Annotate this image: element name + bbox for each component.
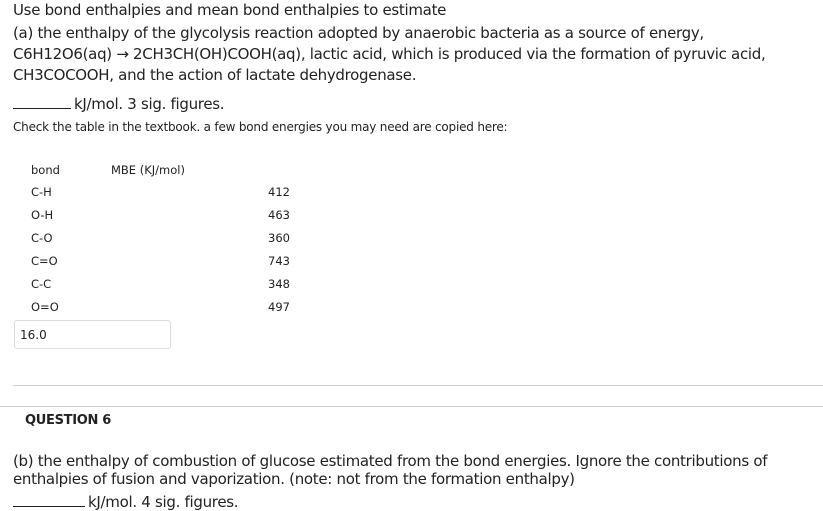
units-label: kJ/mol. 4 sig. figures.: [88, 493, 239, 511]
bond-name: C-O: [31, 231, 53, 245]
bond-energy-value: 497: [268, 300, 290, 314]
question-part-a-line2: C6H12O6(aq) → 2CH3CH(OH)COOH(aq), lactic acid, which is produced via the formation of pyruvic acid,: [13, 45, 766, 63]
units-label: kJ/mol. 3 sig. figures.: [74, 95, 225, 113]
bond-name: C-C: [31, 277, 52, 291]
divider: [13, 385, 823, 386]
question-part-a-line1: (a) the enthalpy of the glycolysis reaction adopted by anaerobic bacteria as a source of energy,: [13, 24, 704, 42]
bond-energy-value: 463: [268, 208, 290, 222]
answer-blank: [13, 493, 85, 507]
bond-energy-value: 360: [268, 231, 290, 245]
bond-name: C-H: [31, 185, 52, 199]
question-intro: Use bond enthalpies and mean bond enthalpies to estimate: [13, 1, 447, 19]
bond-name: O-H: [31, 208, 54, 222]
question-part-b-line2: enthalpies of fusion and vaporization. (note: not from the formation enthalpy): [13, 470, 575, 488]
bond-name: O=O: [31, 300, 59, 314]
answer-input[interactable]: [14, 320, 171, 349]
header-mbe: MBE (KJ/mol): [111, 163, 185, 177]
bond-energy-value: 348: [268, 277, 290, 291]
bond-name: C=O: [31, 254, 58, 268]
bond-energy-value: 743: [268, 254, 290, 268]
question-part-a-line3: CH3COCOOH, and the action of lactate dehydrogenase.: [13, 66, 417, 84]
answer-units-b: [13, 493, 238, 511]
divider: [0, 406, 823, 407]
answer-blank: [13, 95, 71, 109]
table-note: Check the table in the textbook. a few bond energies you may need are copied here:: [13, 120, 508, 134]
question-6-title: QUESTION 6: [25, 413, 112, 428]
question-part-b-line1: (b) the enthalpy of combustion of glucose estimated from the bond energies. Ignore the contributions of: [13, 452, 768, 470]
answer-units-a: [13, 95, 224, 113]
header-bond: bond: [31, 163, 60, 177]
bond-energy-value: 412: [268, 185, 290, 199]
